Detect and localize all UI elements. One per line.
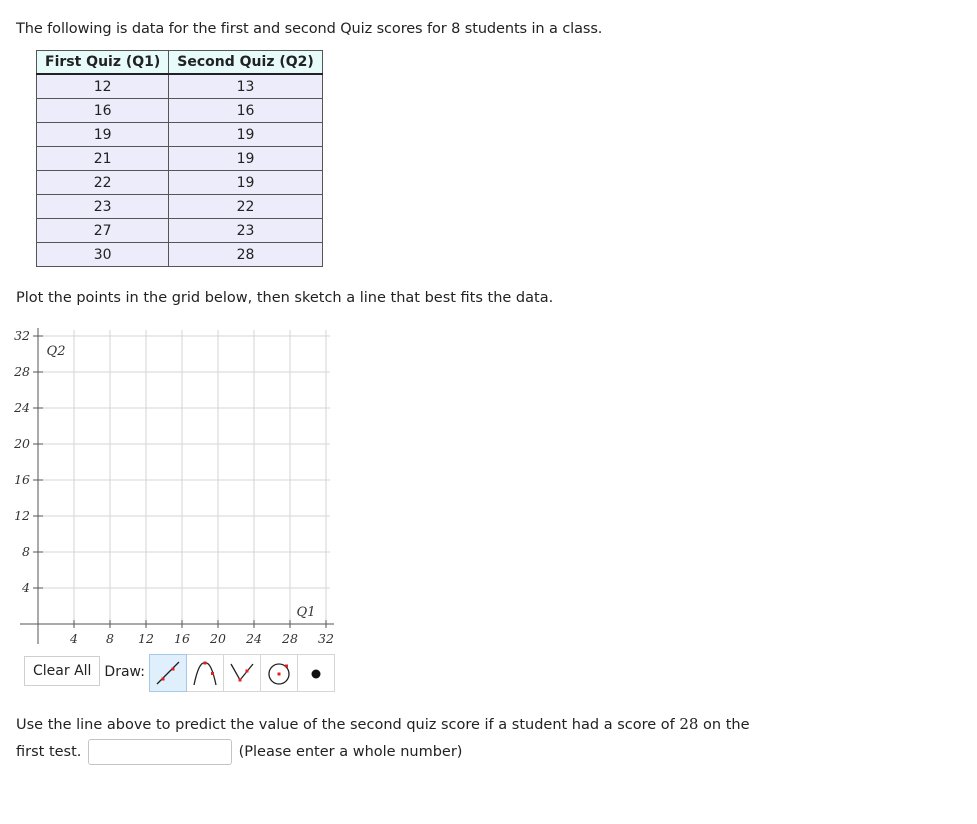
y-tick-label: 32 [14,328,30,343]
y-tick-label: 20 [14,436,30,451]
quiz-scores-table [36,50,323,267]
q2-cell: 23 [169,219,323,243]
q1-cell: 19 [37,123,169,147]
q2-cell: 19 [169,171,323,195]
prediction-text-first-test: first test. [16,744,82,760]
x-tick-label: 28 [282,631,298,646]
x-tick-label: 8 [106,631,114,646]
q2-cell: 13 [169,74,323,99]
point-tool-button[interactable] [298,654,335,692]
prediction-question [16,711,750,766]
q2-cell: 22 [169,195,323,219]
q2-cell: 16 [169,99,323,123]
x-tick-label: 4 [70,631,78,646]
q2-cell: 19 [169,123,323,147]
circle-tool-icon [265,659,293,687]
graph-canvas[interactable] [0,322,345,652]
table-row [37,74,323,99]
prediction-text-after: on the [698,717,750,733]
absolute-value-tool-button[interactable] [224,654,261,692]
table-row [37,195,323,219]
x-tick-label: 16 [174,631,190,646]
table-row [37,243,323,267]
prediction-line-1 [16,711,750,739]
intro-text: The following is data for the first and second Quiz scores for 8 students in a class. [16,21,603,37]
prediction-text-before: Use the line above to predict the value of the second quiz score if a student had a score of [16,717,680,733]
table-row [37,147,323,171]
line-tool-icon [154,659,182,687]
x-tick-label: 20 [210,631,226,646]
circle-tool-button[interactable] [261,654,298,692]
table-row [37,123,323,147]
q1-cell: 21 [37,147,169,171]
header-first-quiz: First Quiz (Q1) [37,51,169,75]
y-tick-label: 16 [14,472,30,487]
x-axis-label: Q1 [296,605,316,620]
prediction-line-2 [16,739,750,766]
q1-cell: 16 [37,99,169,123]
header-second-quiz: Second Quiz (Q2) [169,51,323,75]
point-tool-icon [302,659,330,687]
q2-cell: 28 [169,243,323,267]
q1-cell: 23 [37,195,169,219]
x-tick-label: 24 [246,631,262,646]
q1-cell: 22 [37,171,169,195]
q2-cell: 19 [169,147,323,171]
absolute-value-tool-icon [228,659,256,687]
answer-input[interactable] [88,739,232,765]
table-row [37,171,323,195]
y-tick-label: 28 [14,364,30,379]
prediction-value: 28 [679,715,699,733]
y-axis-label: Q2 [46,344,66,359]
table-header-row [37,51,323,75]
y-tick-label: 24 [14,400,30,415]
q1-cell: 30 [37,243,169,267]
parabola-tool-icon [191,659,219,687]
line-tool-button[interactable] [149,654,187,692]
plot-instruction: Plot the points in the grid below, then sketch a line that best fits the data. [16,290,554,306]
q1-cell: 12 [37,74,169,99]
y-tick-label: 12 [14,508,30,523]
parabola-tool-button[interactable] [187,654,224,692]
x-tick-label: 32 [318,631,334,646]
table-row [37,219,323,243]
y-tick-label: 4 [22,580,30,595]
clear-all-button[interactable]: Clear All [24,656,100,686]
y-tick-label: 8 [22,544,30,559]
table-row [37,99,323,123]
q1-cell: 27 [37,219,169,243]
x-tick-label: 12 [138,631,154,646]
draw-label: Draw: [104,664,145,680]
answer-hint: (Please enter a whole number) [238,744,463,760]
draw-toolbar [24,654,335,690]
